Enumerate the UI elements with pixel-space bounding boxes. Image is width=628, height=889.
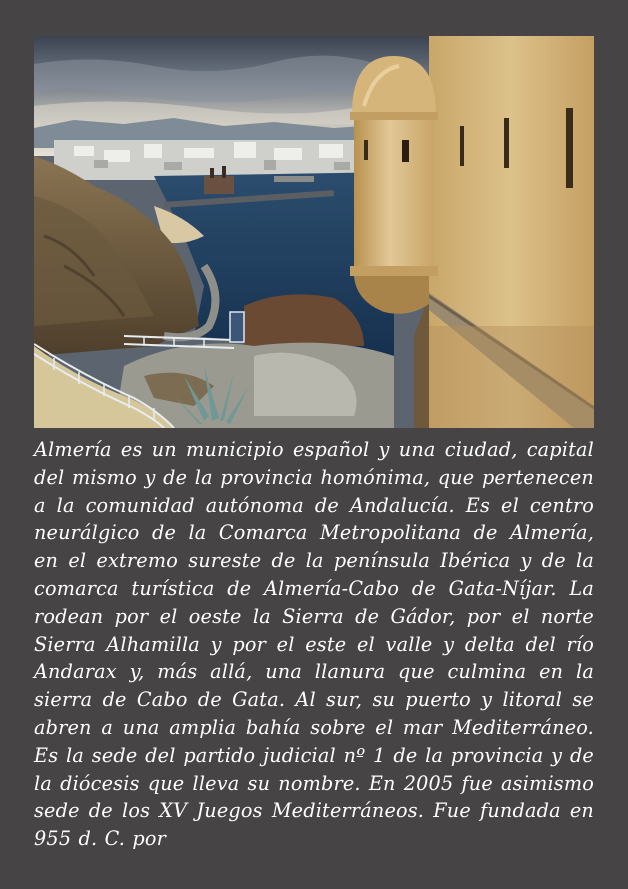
sign-post (230, 312, 244, 342)
photo-illustration (34, 36, 594, 428)
almeria-photo (34, 36, 594, 428)
caption-text: Almería es un municipio español y una ciudad, capital del mismo y de la provincia homónima, que pertenecen a la comunidad autónoma de Andalucía. Es el centro neurálgico de la Comarca Metropolitana de Almería, en el extremo sureste de la península Ibérica y de la comarca turística de Almería-Cabo de Gata-Níjar. La rodean por el oeste la Sierra de Gádor, por el norte Sierra Alhamilla y por el este el valle y delta del río Andarax y, más allá, una llanura que culmina en la sierra de Cabo de Gata. Al sur, su puerto y litoral se abren a una amplia bahía sobre el mar Mediterráneo. Es la sede del partido judicial nº 1 de la provincia y de la diócesis que lleva su nombre. En 2005 fue asimismo sede de los XV Juegos Mediterráneos. Fue fundada en 955 d. C. por (34, 438, 594, 851)
watchtower (350, 56, 438, 314)
